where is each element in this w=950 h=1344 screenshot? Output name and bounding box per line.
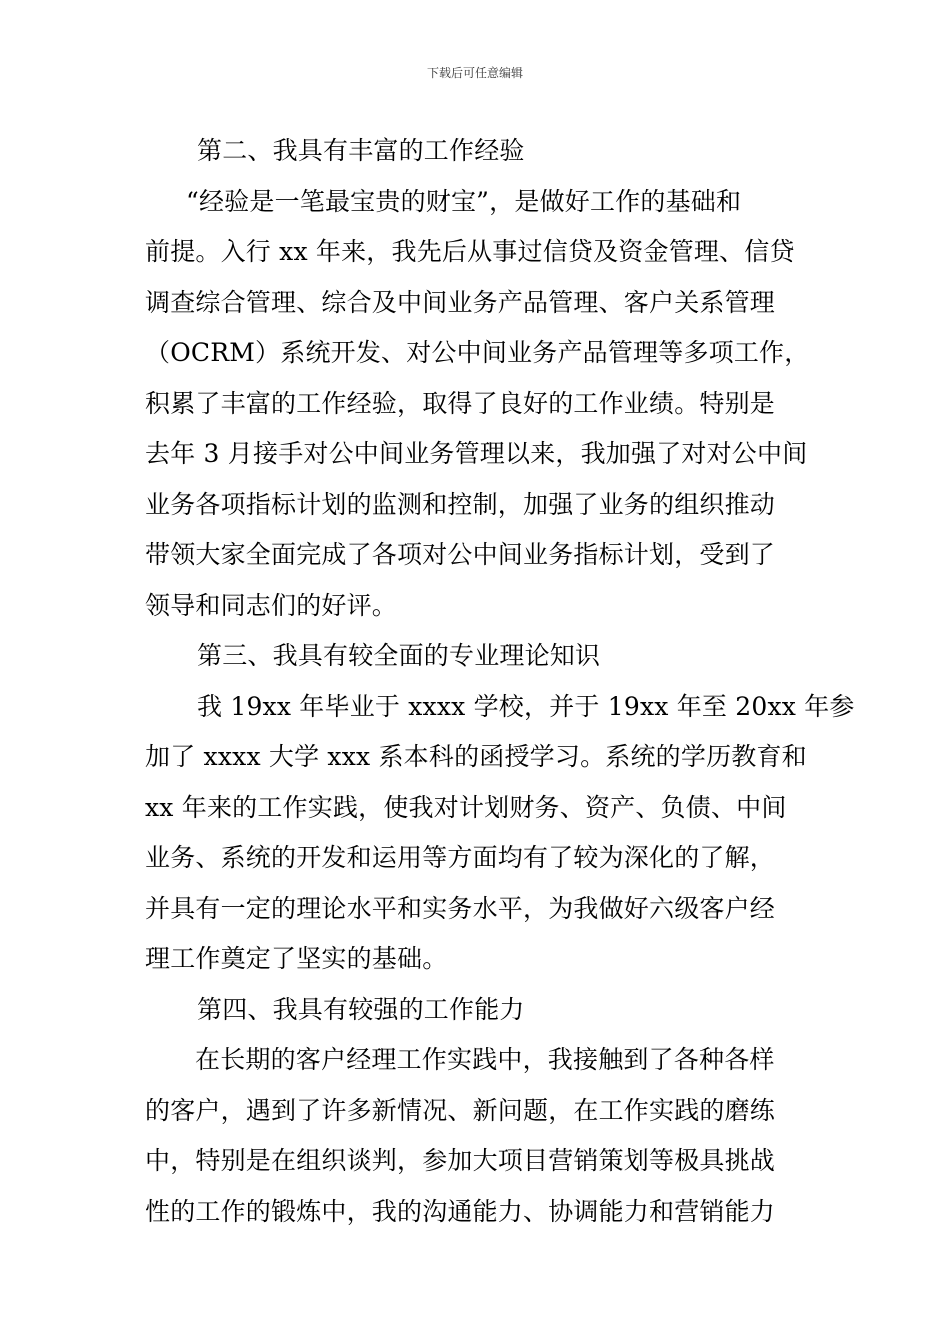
paragraph-line: 性的工作的锻炼中，我的沟通能力、协调能力和营销能力 bbox=[145, 1196, 776, 1226]
document-body bbox=[145, 126, 855, 1237]
paragraph-line: 理工作奠定了坚实的基础。 bbox=[145, 944, 448, 973]
paragraph-line: 带领大家全面完成了各项对公中间业务指标计划，受到了 bbox=[145, 540, 776, 569]
paragraph-line: 在长期的客户经理工作实践中，我接触到了各种各样 bbox=[195, 1045, 775, 1074]
page-header: 下载后可任意编辑 bbox=[426, 66, 523, 80]
paragraph-line: 积累了丰富的工作经验，取得了良好的工作业绩。特别是 bbox=[145, 388, 776, 418]
paragraph-line: 业务、系统的开发和运用等方面均有了较为深化的了解， bbox=[145, 843, 776, 872]
paragraph-line: 我 19xx 年毕业于 xxxx 学校，并于 19xx 年至 20xx 年参 bbox=[197, 691, 855, 721]
paragraph-line: 去年 3 月接手对公中间业务管理以来，我加强了对对公中间 bbox=[145, 439, 808, 468]
paragraph-line: （OCRM）系统开发、对公中间业务产品管理等多项工作， bbox=[145, 338, 810, 367]
heading-line: 第二、我具有丰富的工作经验 bbox=[197, 136, 525, 165]
paragraph-line: 领导和同志们的好评。 bbox=[145, 590, 398, 620]
paragraph-line: 加了 xxxx 大学 xxx 系本科的函授学习。系统的学历教育和 bbox=[145, 742, 807, 771]
heading-line: 第四、我具有较强的工作能力 bbox=[197, 994, 525, 1024]
paragraph-line: 的客户，遇到了许多新情况、新问题，在工作实践的磨练 bbox=[145, 1095, 776, 1125]
paragraph-line: 前提。入行 xx 年来，我先后从事过信贷及资金管理、信贷 bbox=[145, 237, 795, 266]
paragraph-line: xx 年来的工作实践，使我对计划财务、资产、负债、中间 bbox=[145, 792, 787, 822]
paragraph-line: “经验是一笔最宝贵的财宝”，是做好工作的基础和 bbox=[186, 186, 742, 216]
paragraph-line: 中，特别是在组织谈判，参加大项目营销策划等极具挑战 bbox=[145, 1146, 776, 1175]
heading-line: 第三、我具有较全面的专业理论知识 bbox=[197, 641, 601, 670]
paragraph-line: 并具有一定的理论水平和实务水平，为我做好六级客户经 bbox=[145, 893, 776, 923]
paragraph-line: 业务各项指标计划的监测和控制，加强了业务的组织推动 bbox=[145, 489, 776, 519]
paragraph-line: 调查综合管理、综合及中间业务产品管理、客户关系管理 bbox=[145, 287, 776, 317]
